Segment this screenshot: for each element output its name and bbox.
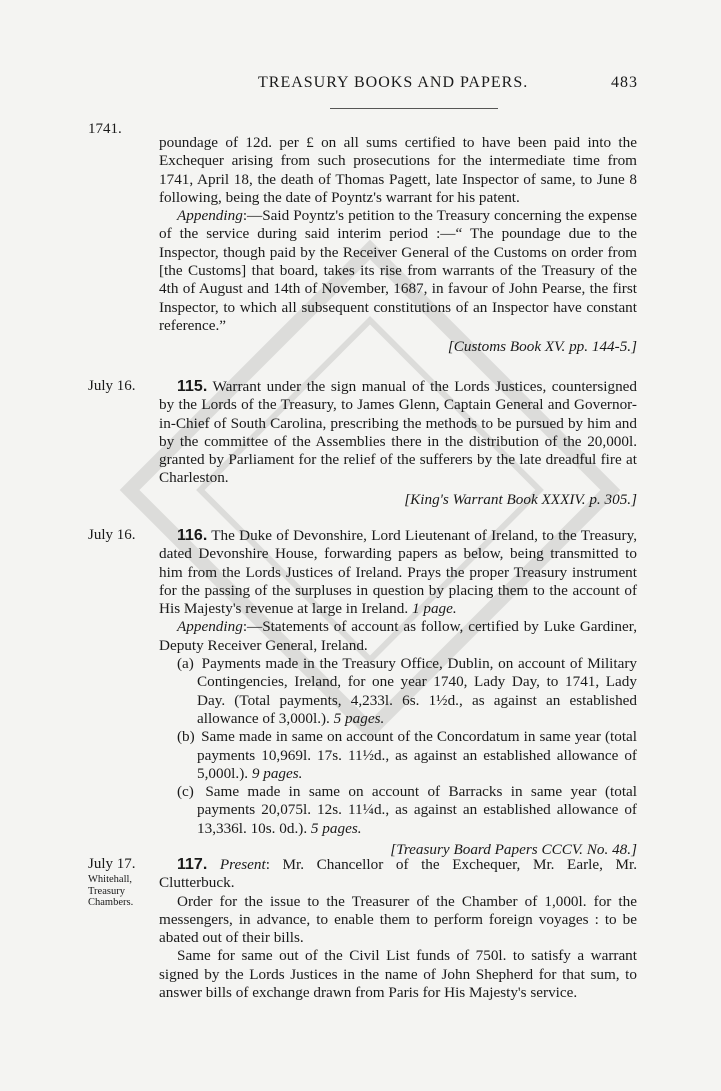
appending-text: :—Statements of account as follow, certified by Luke Gardiner, Deputy Receiver General, Ireland.: [159, 618, 637, 654]
entry-number: 116.: [177, 527, 208, 544]
source-reference: [King's Warrant Book XXXIV. p. 305.]: [404, 490, 637, 508]
appending-label: Appending: [177, 207, 243, 225]
appending-paragraph: [159, 618, 637, 655]
entry-body: [159, 378, 637, 509]
running-title: TREASURY BOOKS AND PAPERS.: [258, 74, 529, 91]
entry-body: [159, 527, 637, 859]
source-reference: [Treasury Board Papers CCCV. No. 48.]: [390, 841, 637, 859]
appending-label: Appending: [177, 618, 243, 636]
year-margin: 1741.: [88, 121, 122, 137]
entry-place: Whitehall, Treasury Chambers.: [88, 874, 134, 908]
page-count: 1 page.: [411, 600, 457, 618]
entry-number: 117.: [177, 856, 208, 873]
paragraph: Same for same out of the Civil List funds of 750l. to satisfy a warrant signed by the Lords Justices in the name of John Shepherd for that sum, to answer bills of exchange drawn from Paris for His Majesty's service.: [159, 947, 637, 1002]
entry-text: 115. Warrant under the sign manual of the Lords Justices, countersigned by the Lords of the Treasury, to James Glenn, Captain General and Governor-in-Chief of South Carolina, prescribing the methods to be pursued by him and by the committee of the Assemblies there in the distribution of the 20,000l. granted by Parliament for the relief of the sufferers by the late dreadful fire at Charleston.: [159, 378, 637, 487]
appending-text: :—Said Poyntz's petition to the Treasury concerning the expense of the service during said interim period :—“ The poundage due to the Inspector, though paid by the Receiver General of the Customs on order from [the Customs] that board, takes its rise from warrants of the Treasury of the 4th of August and 14th of November, 1687, in favour of John Pearse, the first Inspector, to which all subsequent constitutions of an Inspector have constant reference.”: [159, 207, 637, 334]
page-number: 483: [611, 74, 638, 91]
list-item: (c) Same made in same on account of Barracks in same year (total payments 20,075l. 12s. 11¼d., as against an established allowance of 13,336l. 10s. 0d.). 5 pages.: [177, 783, 637, 837]
entry-date: July 16.: [88, 378, 136, 394]
present-line: 117. Present: Mr. Chancellor of the Exchequer, Mr. Earle, Mr. Clutterbuck.: [159, 856, 637, 892]
list-item: (b) Same made in same on account of the Concordatum in same year (total payments 10,969l. 17s. 11½d., as against an established allowance of 5,000l.). 9 pages.: [177, 728, 638, 782]
list-item: (a) Payments made in the Treasury Office, Dublin, on account of Military Contingencies, Ireland, for one year 1740, Lady Day, to 1741, Lady Day. (Total payments, 4,233l. 6s. 1½d., as against an established allowance of 3,000l.). 5 pages.: [177, 655, 637, 727]
source-reference: [Customs Book XV. pp. 144-5.]: [447, 338, 637, 356]
entry-date: July 16.: [88, 527, 136, 543]
entry-body: [159, 856, 637, 1002]
paragraph: Order for the issue to the Treasurer of the Chamber of 1,000l. for the messengers, in advance, to enable them to perform foreign voyages : to be abated out of their bills.: [159, 892, 637, 947]
entry-date-place: [88, 856, 154, 909]
header-rule: [330, 108, 498, 109]
entry-text: 116. The Duke of Devonshire, Lord Lieutenant of Ireland, to the Treasury, dated Devonshire House, forwarding papers as below, being transmitted to him from the Lords Justices of Ireland. Prays the proper Treasury instrument for the passing of the surpluses in question by placing them to the account of His Majesty's revenue at large in Ireland. 1 page.: [159, 527, 637, 618]
entry-number: 115.: [177, 378, 208, 395]
entry-date: July 17.: [88, 856, 136, 872]
present-label: Present: [219, 856, 266, 873]
paragraph: poundage of 12d. per £ on all sums certified to have been paid into the Exchequer arising from such prosecutions for the intermediate time from 1741, April 18, the death of Thomas Pagett, late Inspector of same, to June 8 following, being the date of Poyntz's warrant for his patent.: [159, 134, 637, 206]
entry-body: [159, 134, 637, 357]
appending-paragraph: [159, 207, 637, 335]
